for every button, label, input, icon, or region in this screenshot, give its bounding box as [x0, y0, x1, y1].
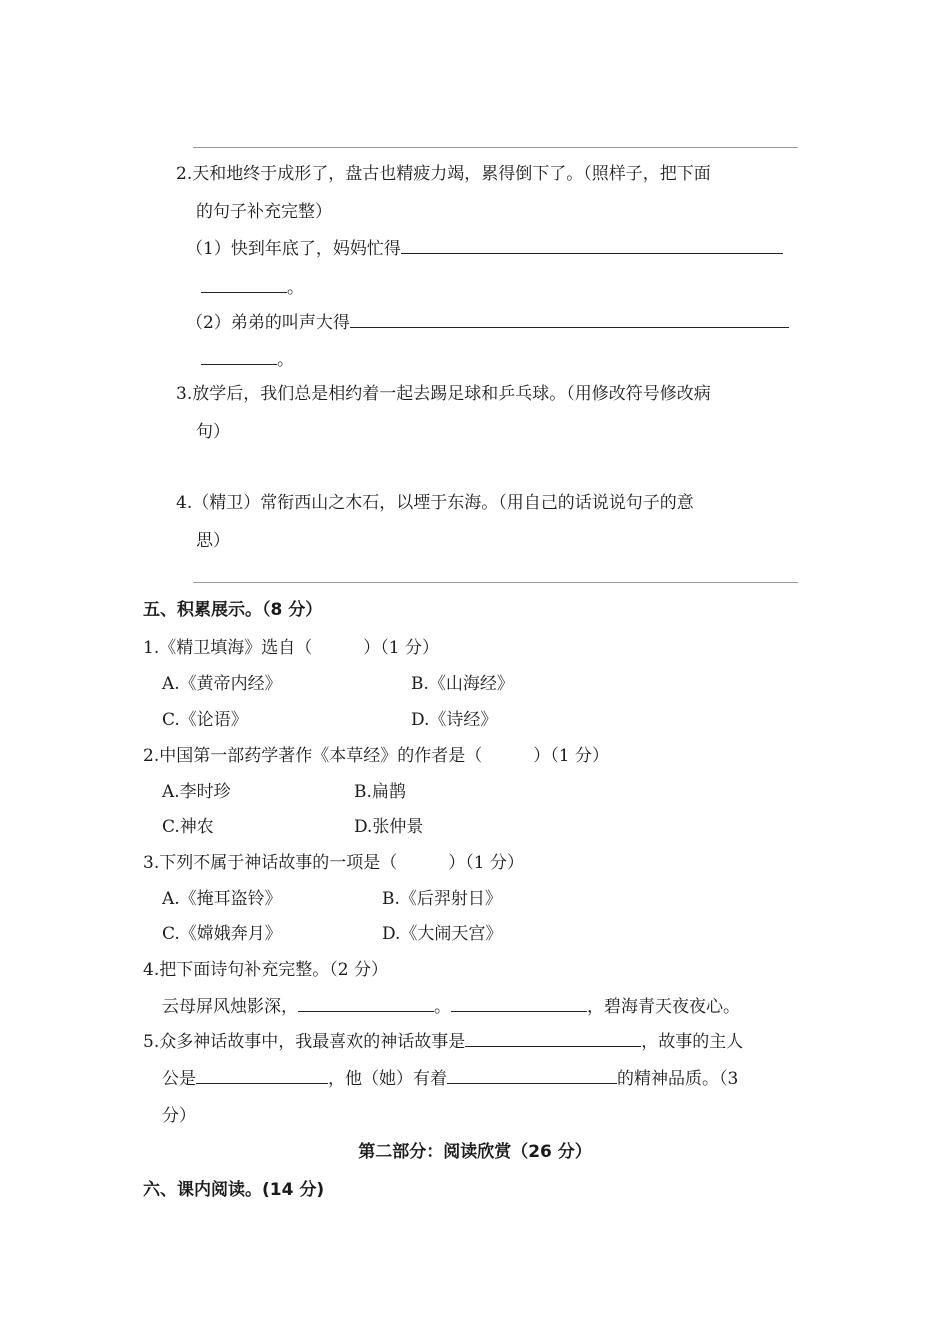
protagonist-blank[interactable] [196, 1067, 328, 1084]
question-4-line2: 思） [196, 531, 230, 551]
sentence-2 [186, 311, 789, 335]
mc-3-stem: 3.下列不属于神话故事的一项是（ ）（1 分） [143, 853, 524, 873]
mc-2-stem: 2.中国第一部药学著作《本草经》的作者是（ ）（1 分） [143, 746, 609, 766]
fill-5-text-4: ，他（她）有着 [328, 1069, 447, 1089]
sentence-2-text: （2）弟弟的叫声大得 [186, 313, 350, 333]
sentence-1-text: （1）快到年底了，妈妈忙得 [186, 239, 401, 259]
mc-1-stem: 1.《精卫填海》选自（ ）（1 分） [143, 638, 439, 658]
part-2-title: 第二部分：阅读欣赏（26 分） [358, 1142, 592, 1162]
mc-2-option-a[interactable]: A.李时珍 [162, 782, 231, 802]
mc-2-option-d[interactable]: D.张仲景 [354, 817, 424, 837]
mc-2-option-b[interactable]: B.扁鹊 [354, 782, 406, 802]
sentence-2-end: 。 [277, 350, 294, 370]
question-2-line1: 2.天和地终于成形了，盘古也精疲力竭，累得倒下了。（照样子，把下面 [176, 164, 711, 184]
fill-5-text-3: 公是 [162, 1069, 196, 1089]
question-2-line2: 的句子补充完整） [196, 202, 332, 222]
question-4-line1: 4.（精卫）常衔西山之木石，以堙于东海。（用自己的话说说句子的意 [176, 493, 694, 513]
sentence-1-end: 。 [287, 278, 304, 298]
fill-5-line2 [162, 1067, 738, 1091]
mc-3-option-d[interactable]: D.《大闹天宫》 [382, 924, 503, 944]
poem-blank-1[interactable] [298, 995, 434, 1012]
sentence-1 [186, 237, 783, 261]
question-3-line2: 句） [196, 422, 230, 442]
mc-1-option-d[interactable]: D.《诗经》 [411, 710, 498, 730]
poem-mid: 。 [434, 997, 451, 1017]
mc-1-option-b[interactable]: B.《山海经》 [411, 674, 514, 694]
mc-2-option-c[interactable]: C.神农 [162, 817, 214, 837]
sentence-2-blank[interactable] [350, 311, 789, 328]
sentence-1-blank-2[interactable] [201, 276, 287, 293]
question-3-line1: 3.放学后，我们总是相约着一起去踢足球和乒乓球。（用修改符号修改病 [176, 384, 711, 404]
sentence-1-continuation [201, 276, 304, 300]
mc-3-option-c[interactable]: C.《嫦娥奔月》 [162, 924, 282, 944]
sentence-2-continuation [201, 348, 294, 372]
fill-5-line1 [143, 1030, 743, 1054]
fill-4-stem: 4.把下面诗句补充完整。（2 分） [143, 960, 388, 980]
mc-3-option-a[interactable]: A.《掩耳盗铃》 [162, 889, 282, 909]
mc-1-option-c[interactable]: C.《论语》 [162, 710, 248, 730]
favorite-myth-blank[interactable] [465, 1030, 641, 1047]
sentence-1-blank[interactable] [401, 237, 783, 254]
fill-5-line3: 分） [162, 1106, 196, 1126]
poem-post: ，碧海青天夜夜心。 [587, 997, 740, 1017]
poem-line [162, 995, 740, 1019]
sentence-2-blank-2[interactable] [201, 348, 277, 365]
fill-5-text-2: ，故事的主人 [641, 1032, 744, 1052]
quality-blank[interactable] [447, 1067, 617, 1084]
section-5-heading: 五、积累展示。（8 分） [143, 600, 323, 620]
mc-1-option-a[interactable]: A.《黄帝内经》 [162, 674, 282, 694]
fill-5-text-5: 的精神品质。（3 [617, 1069, 739, 1089]
poem-blank-2[interactable] [451, 995, 587, 1012]
fill-5-text-1: 5.众多神话故事中，我最喜欢的神话故事是 [143, 1032, 466, 1052]
answer-line [193, 582, 798, 583]
section-6-heading: 六、课内阅读。(14 分) [143, 1180, 325, 1200]
poem-pre: 云母屏风烛影深， [162, 997, 298, 1017]
answer-line [193, 147, 798, 148]
mc-3-option-b[interactable]: B.《后羿射日》 [382, 889, 502, 909]
